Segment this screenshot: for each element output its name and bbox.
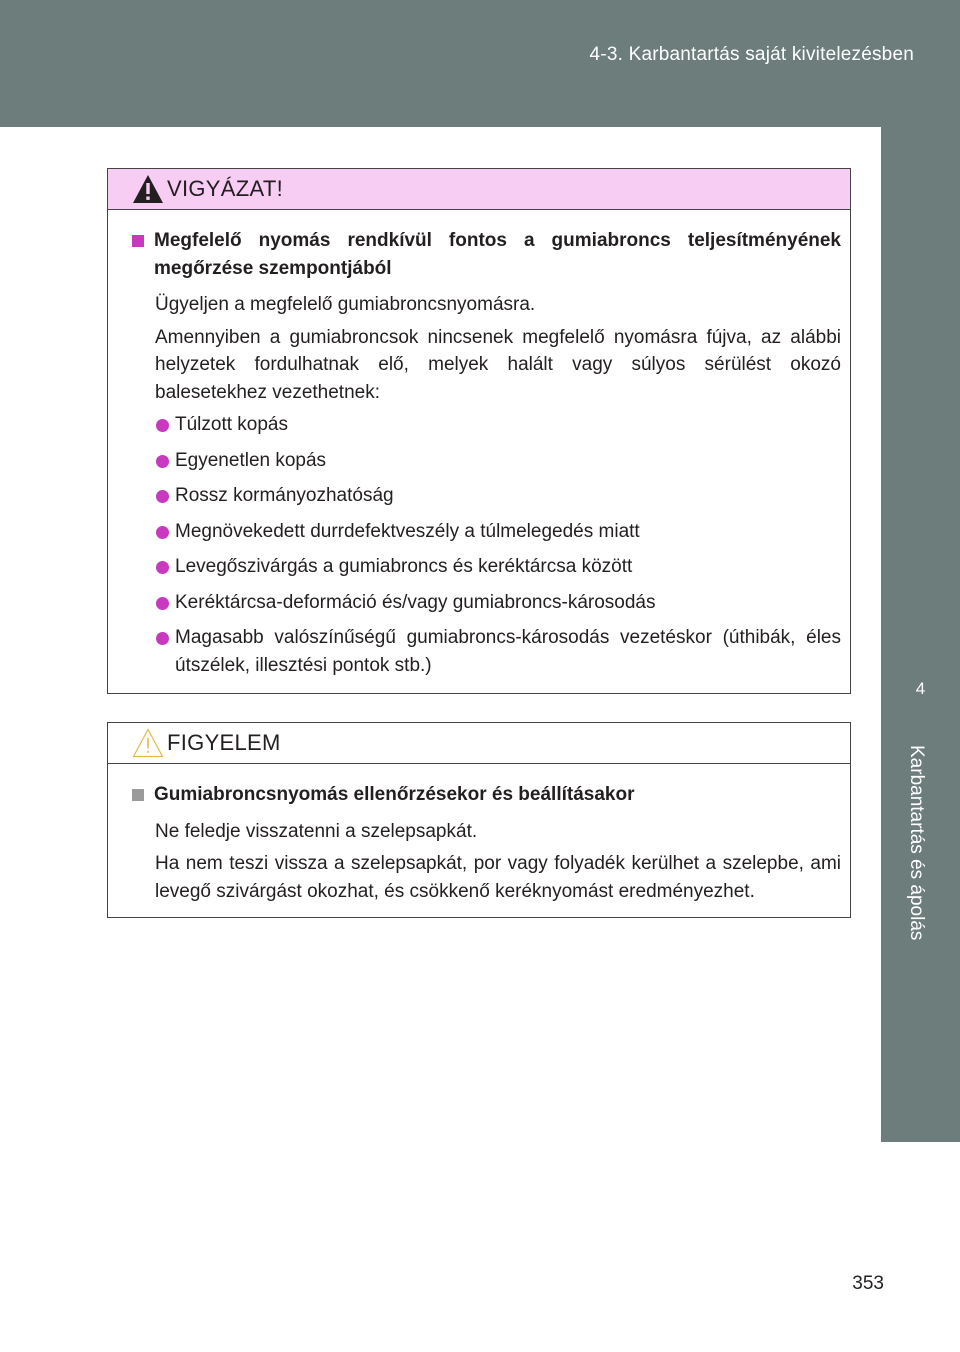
notice-subhead-text: Gumiabroncsnyomás ellenőrzésekor és beállításakor <box>154 784 635 805</box>
notice-header <box>108 723 850 764</box>
warning-paragraph-2: Amennyiben a gumiabroncsok nincsenek megfelelő nyomásra fújva, az alábbi helyzetek fordulhatnak elő, melyek halált vagy súlyos sérülést okozó balesetekhez vezethetnek: <box>155 326 841 403</box>
warning-bullet-list <box>154 411 841 679</box>
circle-bullet-icon <box>156 526 169 539</box>
chapter-number: 4 <box>915 679 926 698</box>
list-item: Egyenetlen kopás <box>154 447 841 475</box>
list-item: Keréktárcsa-deformáció és/vagy gumiabroncs-károsodás <box>154 589 841 617</box>
chapter-label: Karbantartás és ápolás <box>906 745 927 941</box>
warning-subhead-text: Megfelelő nyomás rendkívül fontos a gumiabroncs teljesítményének megőrzése szempontjából <box>154 230 841 279</box>
section-title: 4-3. Karbantartás saját kivitelezésben <box>589 44 914 65</box>
notice-body <box>108 764 850 905</box>
square-bullet-icon <box>132 235 144 247</box>
circle-bullet-icon <box>156 597 169 610</box>
warning-box <box>107 168 851 694</box>
notice-paragraph-1: Ne feledje visszatenni a szelepsapkát. <box>155 820 478 842</box>
circle-bullet-icon <box>156 490 169 503</box>
circle-bullet-icon <box>156 455 169 468</box>
page-number: 353 <box>852 1273 884 1294</box>
circle-bullet-icon <box>156 632 169 645</box>
header-band <box>0 0 960 127</box>
notice-title: FIGYELEM <box>167 730 281 755</box>
notice-paragraph-2: Ha nem teszi vissza a szelepsapkát, por vagy folyadék kerülhet a szelepbe, ami levegő szivárgást okozhat, és csökkenő keréknyomást eredményezhet. <box>155 853 841 902</box>
warning-triangle-icon <box>131 173 165 205</box>
warning-title: VIGYÁZAT! <box>167 176 283 201</box>
square-bullet-icon <box>132 789 144 801</box>
notice-triangle-icon <box>131 727 165 759</box>
notice-box <box>107 722 851 918</box>
notice-subhead <box>132 781 841 809</box>
warning-header <box>108 169 850 210</box>
chapter-tab <box>881 127 960 1142</box>
list-item: Magasabb valószínűségű gumiabroncs-károsodás vezetéskor (úthibák, éles útszélek, illesztési pontok stb.) <box>154 624 841 679</box>
warning-paragraph-1: Ügyeljen a megfelelő gumiabroncsnyomásra. <box>155 294 536 315</box>
list-item: Túlzott kopás <box>154 411 841 439</box>
circle-bullet-icon <box>156 419 169 432</box>
list-item: Megnövekedett durrdefektveszély a túlmelegedés miatt <box>154 518 841 546</box>
circle-bullet-icon <box>156 561 169 574</box>
warning-subhead <box>132 227 841 282</box>
list-item: Rossz kormányozhatóság <box>154 482 841 510</box>
warning-body <box>108 210 850 679</box>
list-item: Levegőszivárgás a gumiabroncs és keréktárcsa között <box>154 553 841 581</box>
